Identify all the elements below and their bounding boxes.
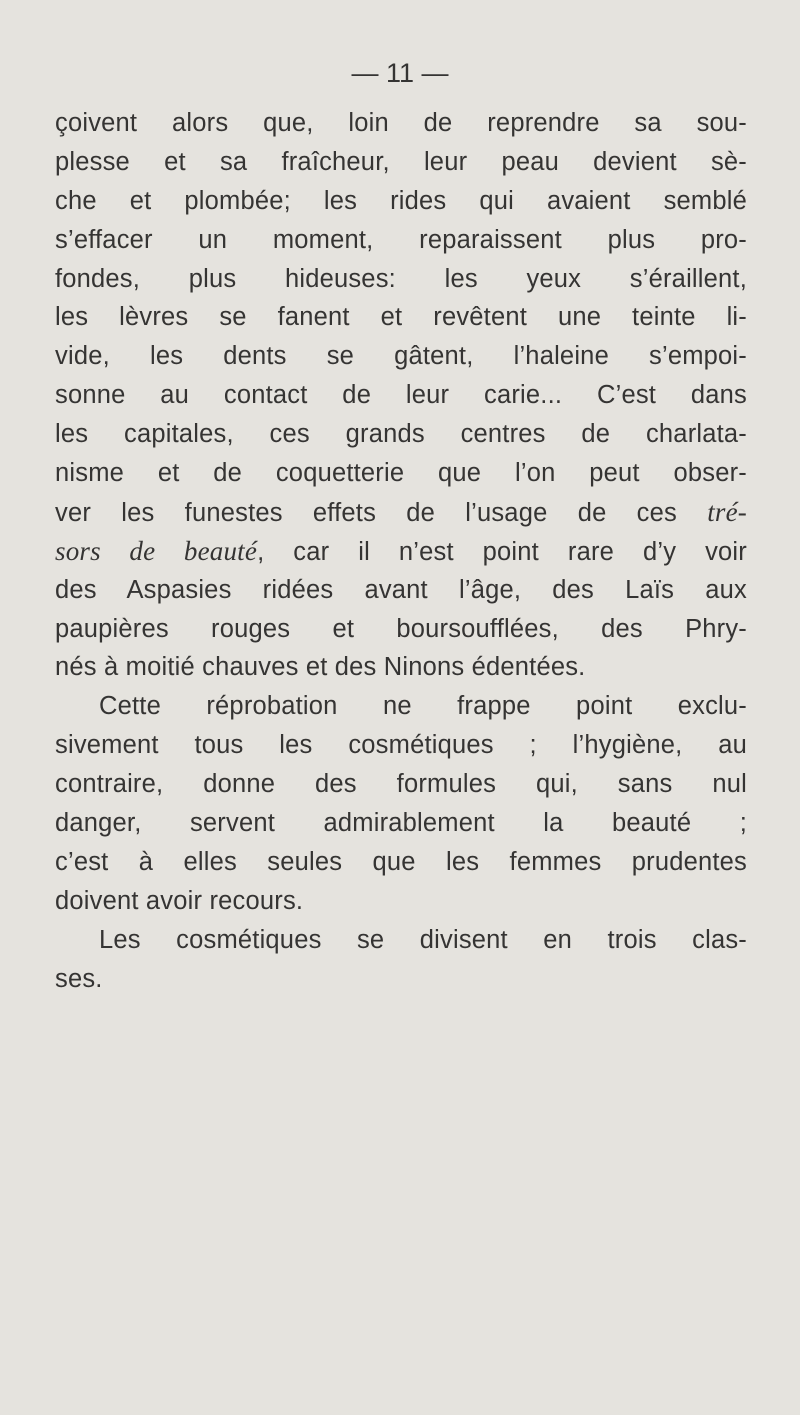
text-line bbox=[55, 921, 747, 960]
page-number: — 11 — bbox=[351, 58, 449, 88]
text-line bbox=[55, 804, 747, 843]
text-segment: Cette réprobation ne frappe point exclu- bbox=[99, 692, 747, 721]
text-segment: sonne au contact de leur carie... C’est dans bbox=[55, 381, 747, 410]
text-segment: vide, les dents se gâtent, l’haleine s’empoi- bbox=[55, 342, 747, 371]
text-line bbox=[55, 415, 747, 454]
text-segment: les capitales, ces grands centres de charlata- bbox=[55, 420, 747, 449]
text-line bbox=[55, 104, 747, 143]
text-segment: danger, servent admirablement la beauté ; bbox=[55, 809, 747, 838]
text-segment: fondes, plus hideuses: les yeux s’éraillent, bbox=[55, 264, 747, 293]
text-segment: sivement tous les cosmétiques ; l’hygiène, au bbox=[55, 731, 747, 760]
text-segment: nés à moitié chauves et des Ninons édentées. bbox=[55, 653, 586, 682]
text-line bbox=[55, 765, 747, 804]
text-line bbox=[55, 298, 747, 337]
italic-text: sors de beauté bbox=[55, 535, 258, 566]
text-line bbox=[55, 221, 747, 260]
text-segment: nisme et de coquetterie que l’on peut obser- bbox=[55, 459, 747, 488]
text-segment: contraire, donne des formules qui, sans nul bbox=[55, 770, 747, 799]
text-segment: c’est à elles seules que les femmes prudentes bbox=[55, 847, 747, 876]
text-segment: ses. bbox=[55, 964, 103, 993]
text-line bbox=[55, 532, 747, 571]
text-line bbox=[55, 337, 747, 376]
text-segment: che et plombée; les rides qui avaient semblé bbox=[55, 186, 747, 215]
text-segment: Les cosmétiques se divisent en trois clas- bbox=[99, 925, 747, 954]
text-line bbox=[55, 376, 747, 415]
text-line bbox=[55, 648, 747, 687]
text-segment: çoivent alors que, loin de reprendre sa sou- bbox=[55, 109, 747, 137]
text-segment: doivent avoir recours. bbox=[55, 886, 304, 915]
text-line bbox=[55, 960, 747, 999]
text-line bbox=[55, 843, 747, 882]
text-segment: paupières rouges et boursoufflées, des Phry- bbox=[55, 614, 747, 643]
body-text bbox=[55, 104, 747, 998]
text-line bbox=[55, 882, 747, 921]
text-line bbox=[55, 726, 747, 765]
text-segment: ver les funestes effets de l’usage de ces bbox=[55, 498, 708, 527]
text-segment: , car il n’est point rare d’y voir bbox=[257, 537, 747, 566]
text-line bbox=[55, 182, 747, 221]
text-line bbox=[55, 493, 747, 532]
text-line bbox=[55, 610, 747, 649]
text-line bbox=[55, 143, 747, 182]
italic-text: tré- bbox=[707, 496, 747, 527]
text-line bbox=[55, 687, 747, 726]
text-segment: les lèvres se fanent et revêtent une teinte li- bbox=[55, 303, 747, 332]
text-segment: plesse et sa fraîcheur, leur peau devient sè- bbox=[55, 147, 747, 176]
text-segment: des Aspasies ridées avant l’âge, des Laïs aux bbox=[55, 575, 747, 604]
text-line bbox=[55, 454, 747, 493]
text-line bbox=[55, 571, 747, 610]
text-line bbox=[55, 260, 747, 299]
text-segment: s’effacer un moment, reparaissent plus pro- bbox=[55, 225, 747, 254]
